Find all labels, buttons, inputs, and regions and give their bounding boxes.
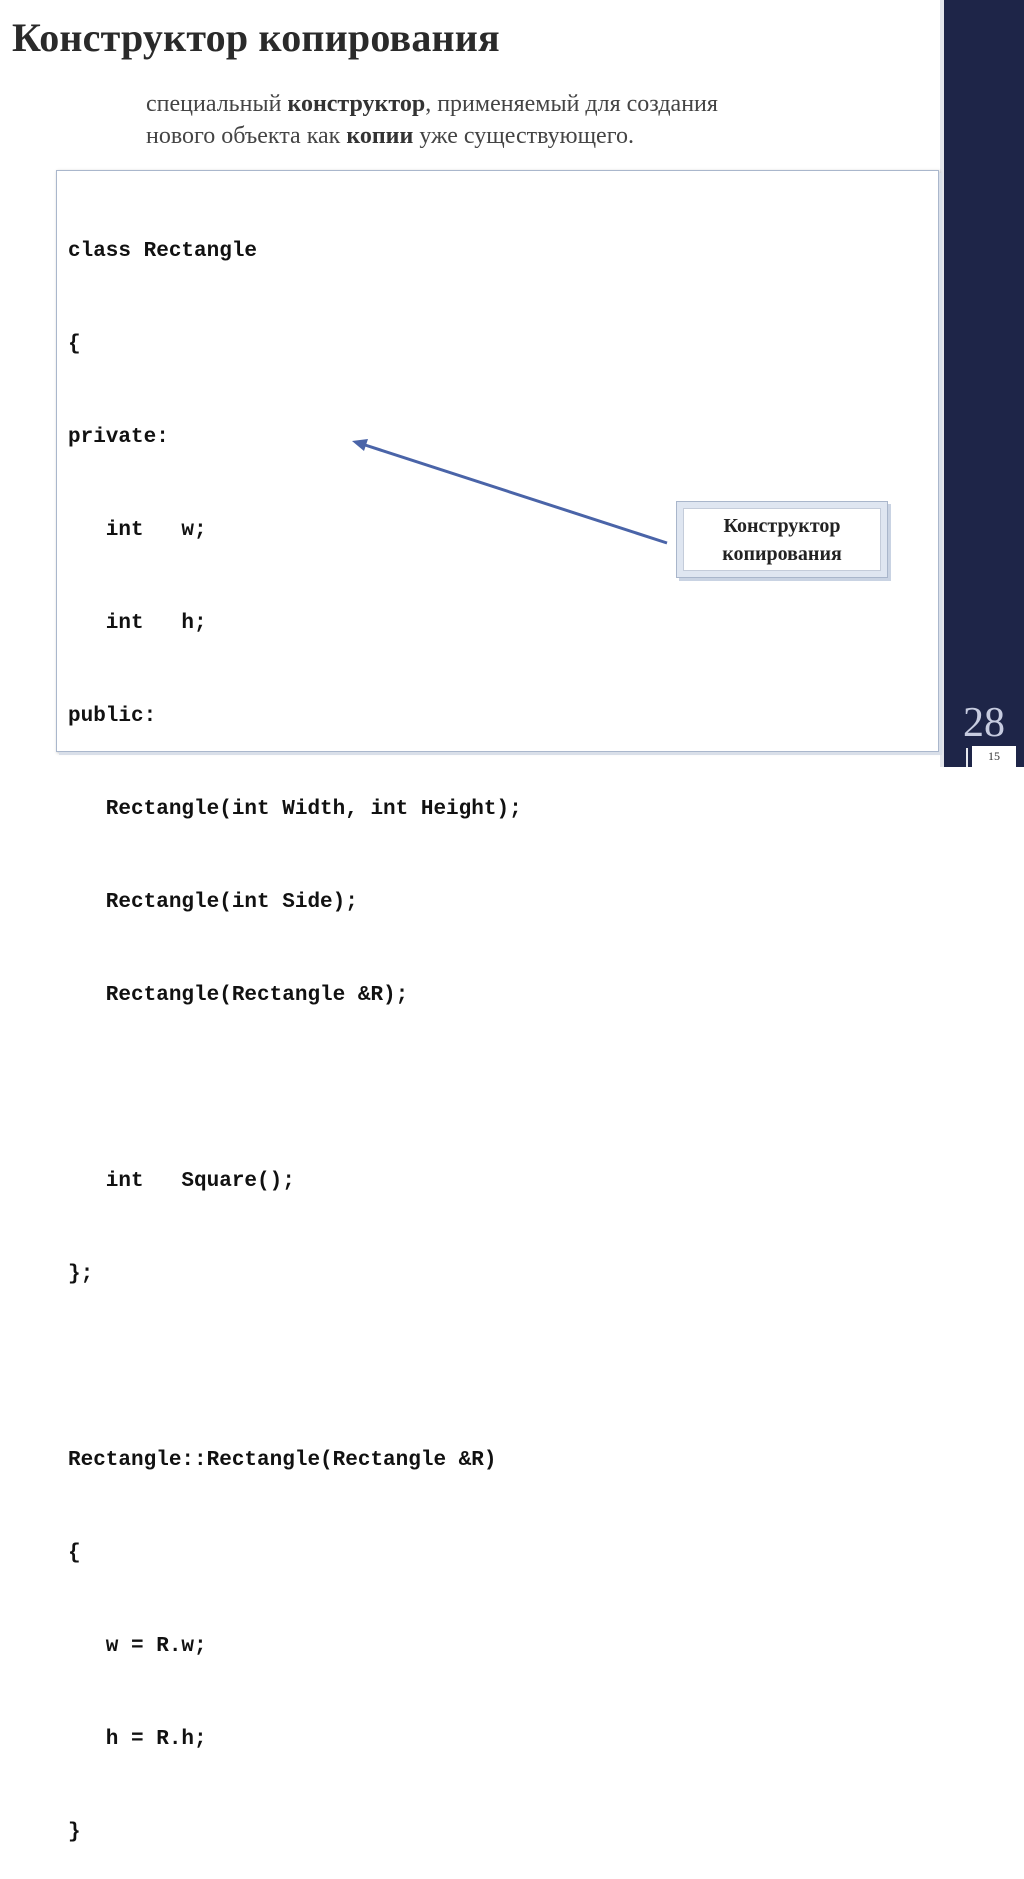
code-line-copy-constructor: Rectangle(Rectangle &R); xyxy=(68,984,409,1007)
code-line xyxy=(68,1073,522,1104)
callout-line-2: копирования xyxy=(722,542,842,565)
code-line: { xyxy=(68,1542,81,1565)
code-line: int h; xyxy=(68,612,207,635)
definition-text xyxy=(146,88,946,152)
code-line: private: xyxy=(68,426,169,449)
definition-line-2 xyxy=(146,120,946,152)
definition-text-part: нового объекта как xyxy=(146,123,347,149)
code-line: Rectangle(int Width, int Height); xyxy=(68,798,522,821)
slide-title: Конструктор копирования xyxy=(12,15,500,60)
code-line: }; xyxy=(68,1263,94,1286)
slide-number: 28 xyxy=(963,700,1005,746)
sidebar-strip xyxy=(944,0,1024,767)
definition-text-part: уже существующего. xyxy=(413,123,634,149)
page-number: 15 xyxy=(972,746,1016,767)
definition-text-part: , применяемый для создания xyxy=(425,91,718,117)
definition-term-constructor: конструктор xyxy=(287,91,426,117)
code-line: int w; xyxy=(68,519,207,542)
code-line: Rectangle(int Side); xyxy=(68,891,358,914)
page-divider xyxy=(966,748,968,767)
code-line: { xyxy=(68,333,81,356)
code-line xyxy=(68,1352,522,1383)
code-line: h = R.h; xyxy=(68,1728,207,1751)
definition-term-copy: копии xyxy=(346,123,414,149)
callout-label xyxy=(683,508,881,571)
code-line: int Square(); xyxy=(68,1170,295,1193)
callout-line-1: Конструктор xyxy=(723,514,841,537)
code-line: w = R.w; xyxy=(68,1635,207,1658)
code-line: } xyxy=(68,1821,81,1844)
definition-line-1 xyxy=(146,88,946,120)
code-line: Rectangle::Rectangle(Rectangle &R) xyxy=(68,1449,497,1472)
callout-box xyxy=(676,501,888,578)
definition-text-part: специальный xyxy=(146,91,288,117)
code-line: class Rectangle xyxy=(68,240,258,263)
code-line: public: xyxy=(68,705,157,728)
code-listing xyxy=(68,174,522,1879)
